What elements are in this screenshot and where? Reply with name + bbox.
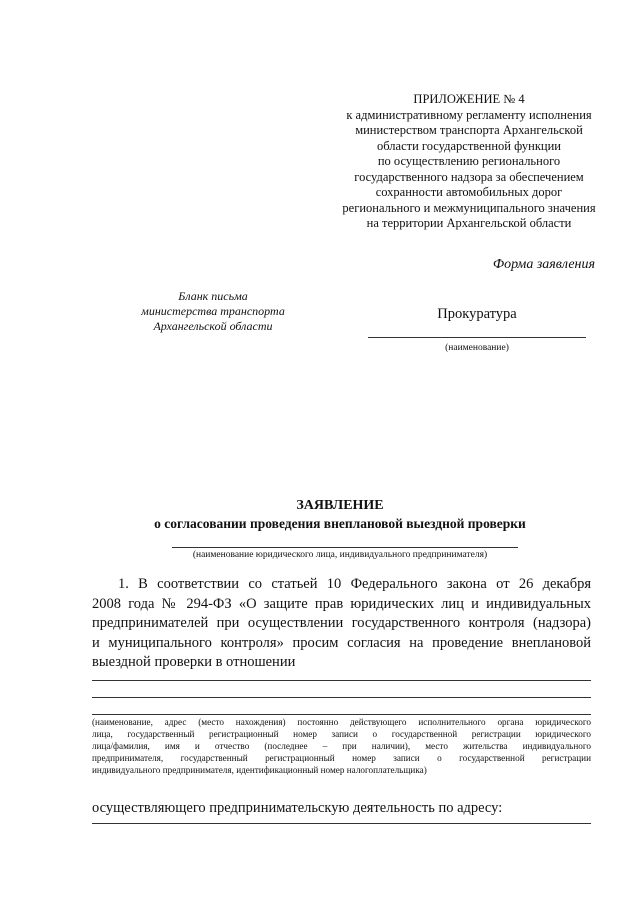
recipient-name: Прокуратура <box>437 306 517 322</box>
caption-line: предпринимателя, государственный регистрационный номер записи о государственной регистрации <box>92 753 591 763</box>
paragraph-line: 2008 года № 294-ФЗ «О защите прав юридических лиц и индивидуальных <box>92 595 591 612</box>
letterhead-line: министерства транспорта <box>141 304 285 318</box>
recipient-underline <box>368 337 586 338</box>
document-subtitle: о согласовании проведения внеплановой выездной проверки <box>154 516 526 531</box>
letterhead-line: Бланк письма <box>178 289 248 303</box>
fill-in-line <box>92 680 591 681</box>
paragraph-line: и муниципального контроля» просим согласия на проведение внеплановой <box>92 634 591 651</box>
address-label: осуществляющего предпринимательскую деятельность по адресу: <box>92 800 503 816</box>
appendix-line: на территории Архангельской области <box>366 216 572 230</box>
subject-underline <box>172 547 518 548</box>
caption-line: индивидуального предпринимателя, идентификационный номер налогоплательщика) <box>92 765 427 775</box>
caption-line: (наименование, адрес (место нахождения) постоянно действующего исполнительного органа юридического <box>92 717 591 727</box>
appendix-line: государственного надзора за обеспечением <box>354 169 584 184</box>
appendix-line: регионального и межмуниципального значения <box>342 200 596 215</box>
fill-in-line <box>92 714 591 715</box>
form-label: Форма заявления <box>492 257 595 272</box>
fill-in-line <box>92 697 591 698</box>
document-title: ЗАЯВЛЕНИЕ <box>296 498 384 513</box>
recipient-caption: (наименование) <box>445 343 509 353</box>
request-paragraph <box>92 575 591 673</box>
appendix-line: по осуществлению регионального <box>377 154 561 168</box>
paragraph-line: выездной проверки в отношении <box>92 654 296 670</box>
entity-details-caption <box>92 716 591 776</box>
letterhead-placeholder <box>118 289 308 334</box>
subject-caption: (наименование юридического лица, индивидуального предпринимателя) <box>192 550 488 560</box>
appendix-line: министерством транспорта Архангельской <box>355 123 583 137</box>
caption-line: лица/фамилия, имя и отчество (последнее – при наличии), место жительства индивидуального <box>92 741 591 751</box>
appendix-line: области государственной функции <box>377 138 561 153</box>
paragraph-line: предпринимателей при осуществлении государственного контроля (надзора) <box>92 615 591 631</box>
appendix-line: сохранности автомобильных дорог <box>375 185 563 199</box>
paragraph-line: 1. В соответствии со статьей 10 Федерального закона от 26 декабря <box>118 576 591 592</box>
appendix-line: ПРИЛОЖЕНИЕ № 4 <box>413 92 525 106</box>
address-fill-in-line <box>92 823 591 824</box>
caption-line: лица, государственный регистрационный номер записи о государственной регистрации юридического <box>92 729 591 739</box>
appendix-line: к административному регламенту исполнения <box>346 107 592 122</box>
appendix-header <box>318 92 620 232</box>
letterhead-line: Архангельской области <box>153 319 273 333</box>
